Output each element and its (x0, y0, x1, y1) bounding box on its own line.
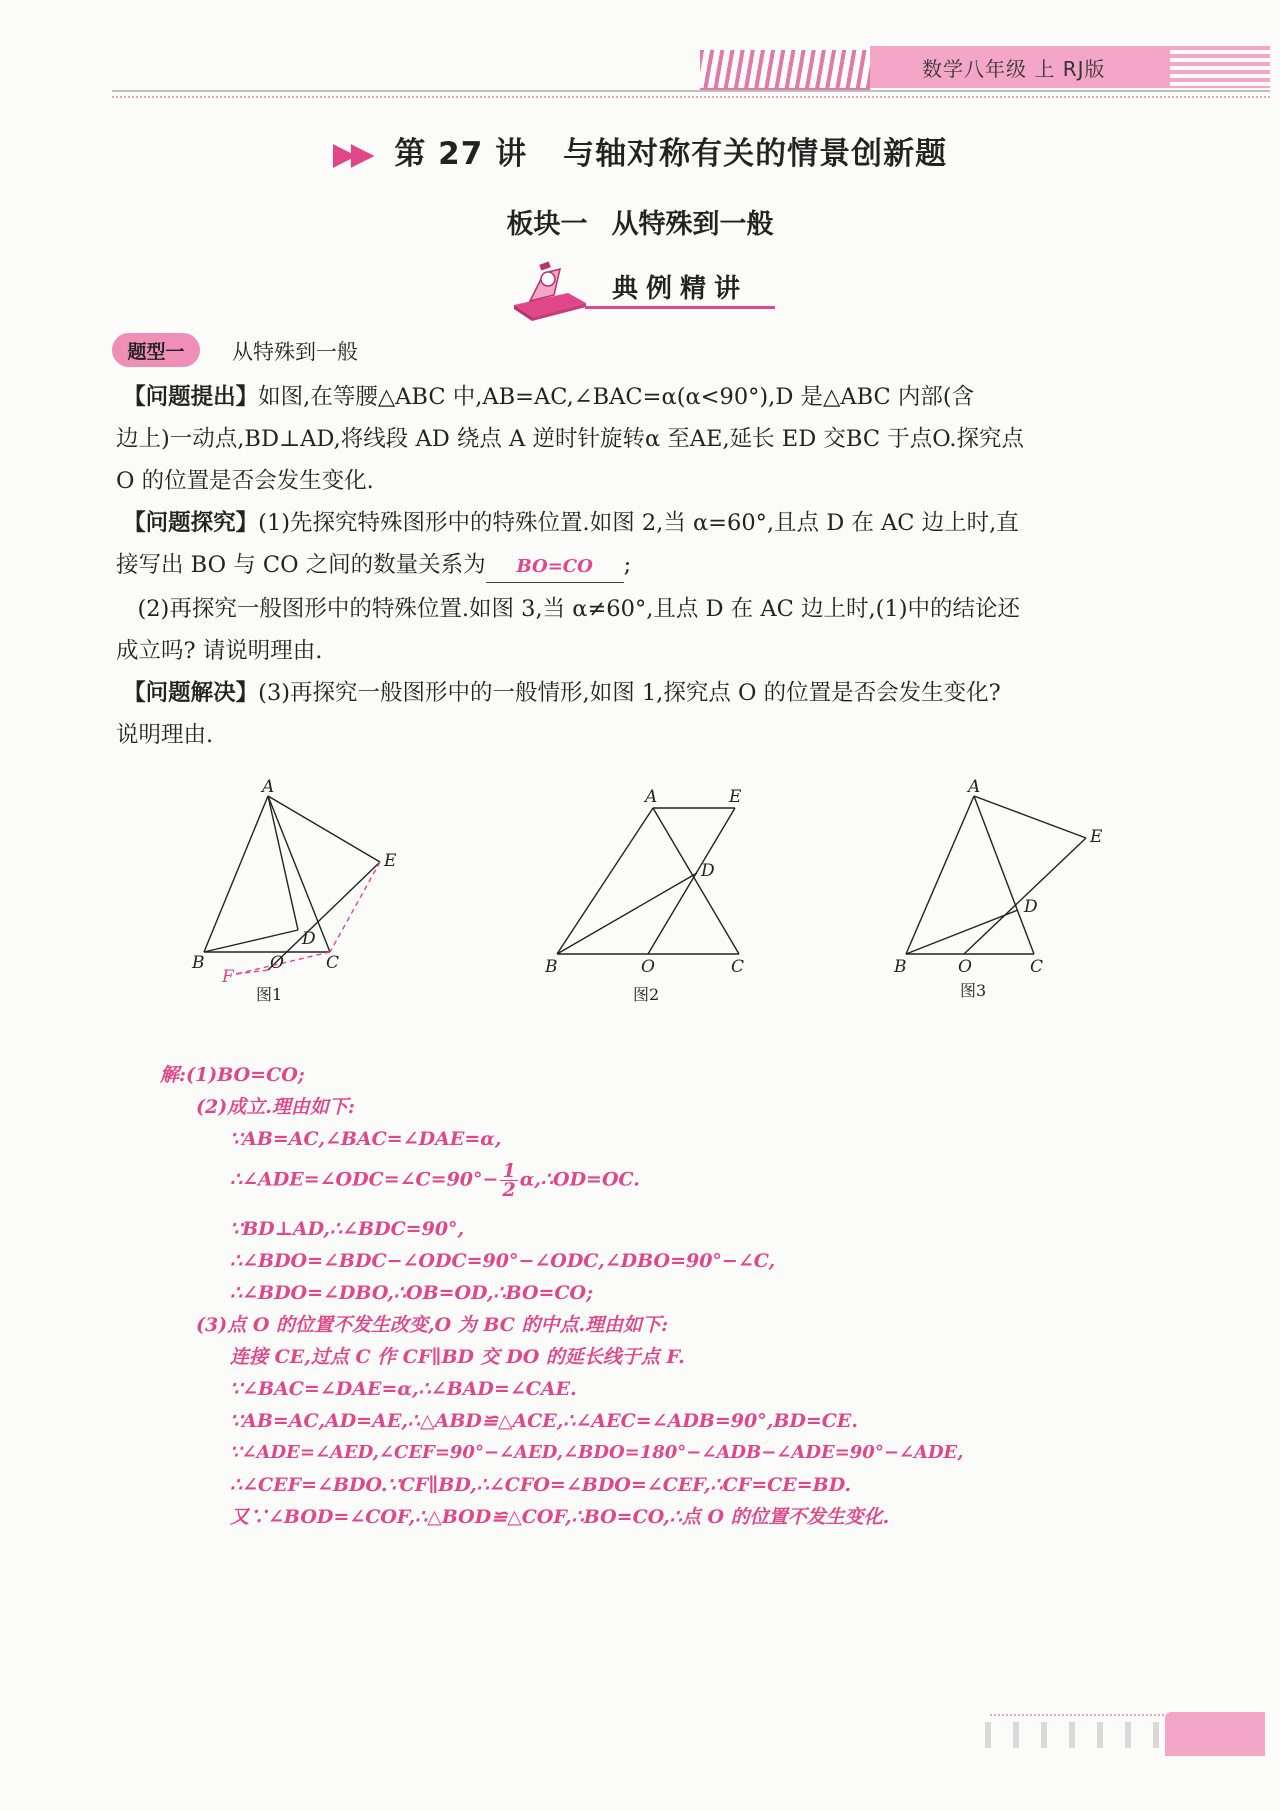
header-lines (1170, 46, 1270, 88)
problem-line: 【问题提出】如图,在等腰△ABC 中,AB=AC,∠BAC=α(α<90°),D 是△ABC 内部(含 (123, 384, 975, 410)
solution-line: ∵BD⊥AD,∴∠BDC=90°, (230, 1218, 465, 1240)
problem-line: 说明理由. (116, 722, 214, 748)
solution-line: ∵AB=AC,∠BAC=∠DAE=α, (230, 1128, 502, 1150)
section-title (0, 202, 1280, 241)
solution-line: 连接 CE,过点 C 作 CF∥BD 交 DO 的延长线于点 F. (230, 1346, 685, 1368)
problem-line: 接写出 BO 与 CO 之间的数量关系为 BO=CO ; (116, 550, 1186, 583)
label-o: O (958, 957, 972, 977)
example-banner-label: 典例精讲 (612, 274, 749, 304)
solution-line: (3)点 O 的位置不发生改变,O 为 BC 的中点.理由如下: (196, 1314, 669, 1336)
label-o: O (270, 953, 284, 973)
lecture-number: 第 27 讲 (394, 136, 528, 172)
problem-line: 成立吗? 请说明理由. (116, 638, 323, 664)
solution-line: (2)成立.理由如下: (196, 1096, 355, 1118)
label-b: B (545, 957, 558, 977)
figure-3 (890, 772, 1120, 1012)
lecture-topic: 与轴对称有关的情景创新题 (563, 136, 948, 172)
label-f: F (222, 967, 234, 987)
solution-line: ∴∠ADE=∠ODC=∠C=90°− $\frac{1}{2}$ α,∴OD=OC. (230, 1160, 640, 1201)
section-block: 板块一 (506, 209, 588, 240)
solution-line: ∴∠BDO=∠DBO,∴OB=OD,∴BO=CO; (230, 1282, 594, 1304)
solution-line: 又∵∠BOD=∠COF,∴△BOD≌△COF,∴BO=CO,∴点 O 的位置不发生变化. (230, 1506, 890, 1528)
solution-line: ∵∠ADE=∠AED,∠CEF=90°−∠AED,∠BDO=180°−∠ADB−∠ADE=90°−∠ADE, (230, 1442, 964, 1463)
double-arrow-icon: ▶▶ (332, 136, 369, 172)
label-e: E (1090, 827, 1103, 847)
solution-line: ∵∠BAC=∠DAE=α,∴∠BAD=∠CAE. (230, 1378, 577, 1400)
label-o: O (641, 957, 655, 977)
label-e: E (384, 851, 397, 871)
label-d: D (1024, 897, 1038, 917)
label-c: C (1030, 957, 1044, 977)
type-badge: 题型一 (112, 333, 200, 367)
figure-2 (545, 772, 765, 1012)
type-label: 从特殊到一般 (232, 340, 358, 364)
footer-page-box (1165, 1712, 1265, 1756)
label-c: C (731, 957, 745, 977)
solution-line: ∵AB=AC,AD=AE,∴△ABD≌△ACE,∴∠AEC=∠ADB=90°,BD=CE. (230, 1410, 859, 1432)
label-b: B (192, 953, 205, 973)
label-d: D (302, 929, 316, 949)
fraction-half: $\frac{1}{2}$ (502, 1160, 516, 1201)
header-stripes (700, 50, 870, 90)
lectern-icon (508, 255, 590, 321)
footer-bars (985, 1722, 1195, 1748)
header-rule (112, 90, 1270, 92)
label-e: E (729, 787, 742, 807)
problem-line: 【问题解决】(3)再探究一般图形中的一般情形,如图 1,探究点 O 的位置是否会发生变化? (123, 680, 1001, 706)
banner-underline (585, 306, 775, 309)
label-a: A (645, 787, 658, 807)
solution-line: ∴∠CEF=∠BDO.∵CF∥BD,∴∠CFO=∠BDO=∠CEF,∴CF=CE=BD. (230, 1474, 852, 1496)
label-a: A (968, 777, 981, 797)
label-b: B (894, 957, 907, 977)
answer-blank: BO=CO (486, 552, 624, 583)
figure-1 (190, 772, 430, 1012)
section-name: 从特殊到一般 (611, 209, 774, 240)
header-dotted-rule (112, 96, 1270, 98)
problem-line: 边上)一动点,BD⊥AD,将线段 AD 绕点 A 逆时针旋转α 至AE,延长 ED 交BC 于点O.探究点 (116, 426, 1024, 452)
problem-line: 【问题探究】(1)先探究特殊图形中的特殊位置.如图 2,当 α=60°,且点 D 在 AC 边上时,直 (123, 510, 1019, 536)
label-d: D (701, 861, 715, 881)
problem-line: (2)再探究一般图形中的特殊位置.如图 3,当 α≠60°,且点 D 在 AC 边上时,(1)中的结论还 (137, 596, 1020, 622)
figure-caption: 图1 (256, 985, 283, 1004)
problem-line: O 的位置是否会发生变化. (116, 468, 374, 494)
label-c: C (326, 953, 340, 973)
book-label: 数学八年级 上 RJ版 (870, 46, 1170, 88)
figure-caption: 图2 (633, 985, 660, 1004)
solution-line: 解:(1)BO=CO; (160, 1064, 305, 1086)
solution-line: ∴∠BDO=∠BDC−∠ODC=90°−∠ODC,∠DBO=90°−∠C, (230, 1250, 776, 1272)
lecture-title (0, 128, 1280, 173)
figure-caption: 图3 (960, 981, 987, 1000)
label-a: A (262, 777, 275, 797)
